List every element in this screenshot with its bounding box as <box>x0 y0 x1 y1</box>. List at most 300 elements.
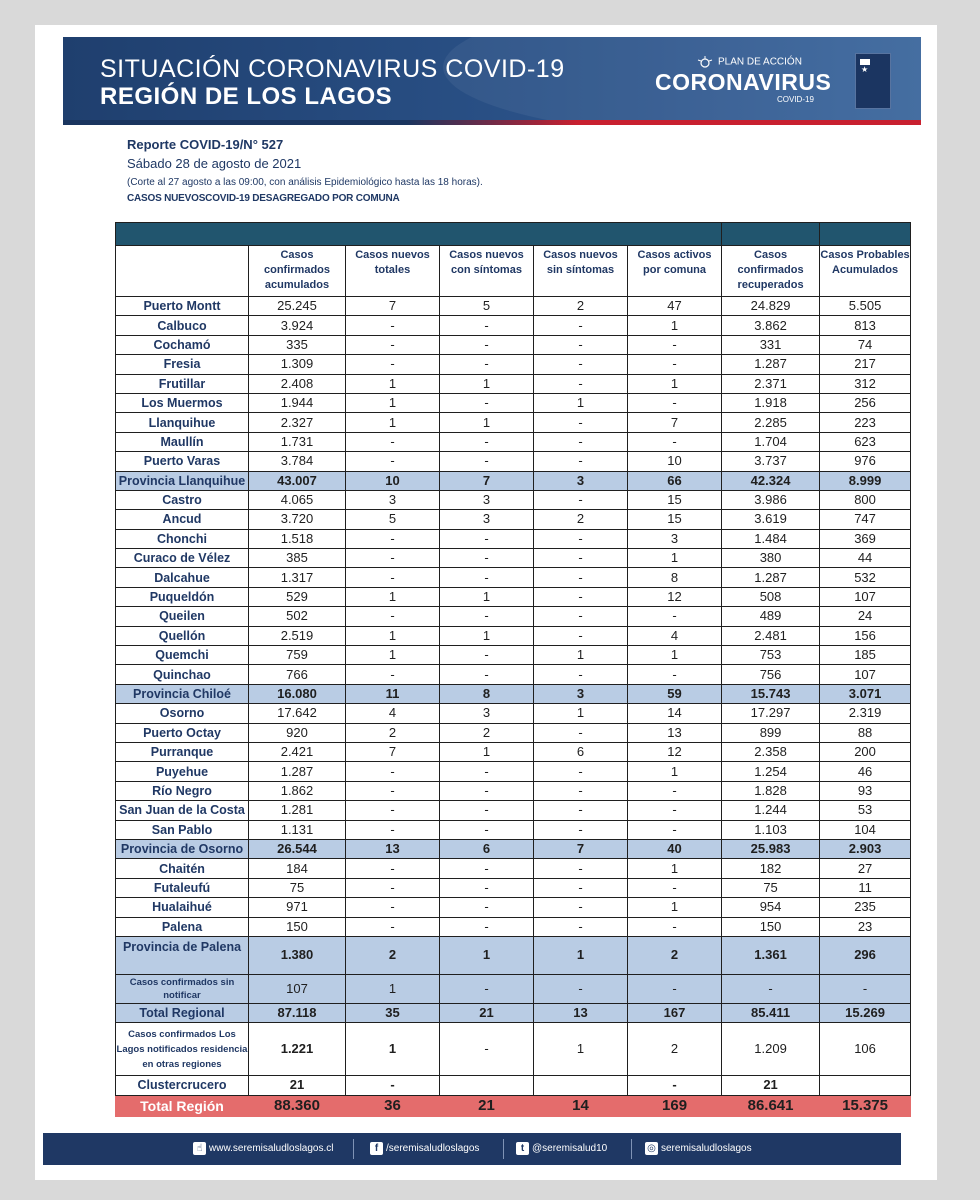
table-cell: 1 <box>346 413 440 432</box>
table-cell: - <box>534 529 628 548</box>
table-header-row <box>116 246 911 297</box>
table-cell: 1.287 <box>249 762 346 781</box>
table-cell: - <box>440 974 534 1003</box>
table-row <box>116 859 911 878</box>
table-cell: 21 <box>440 1095 534 1116</box>
table-cell: 954 <box>722 898 820 917</box>
table-row <box>116 297 911 316</box>
report-cutoff: (Corte al 27 agosto a las 09:00, con análisis Epidemiológico hasta las 18 horas). <box>127 177 483 188</box>
table-cell: - <box>346 1076 440 1095</box>
table-cell: 2.519 <box>249 626 346 645</box>
coronavirus-brand: CORONAVIRUS <box>655 69 832 95</box>
comuna-name: Clustercrucero <box>116 1076 249 1095</box>
report-subtitle: CASOS NUEVOSCOVID-19 DESAGREGADO POR COMUNA <box>127 193 400 204</box>
table-cell: 1.518 <box>249 529 346 548</box>
table-cell: - <box>534 316 628 335</box>
table-cell: 75 <box>722 878 820 897</box>
table-cell: 756 <box>722 665 820 684</box>
column-header: Casos nuevos sin síntomas <box>534 246 628 297</box>
table-cell: 5 <box>346 510 440 529</box>
table-cell: 4 <box>346 704 440 723</box>
table-cell: - <box>628 781 722 800</box>
table-cell: 1 <box>346 393 440 412</box>
table-cell: 184 <box>249 859 346 878</box>
table-cell: 1 <box>440 413 534 432</box>
comuna-name: Palena <box>116 917 249 936</box>
table-cell: - <box>534 432 628 451</box>
table-cell: 502 <box>249 607 346 626</box>
table-cell <box>820 1076 911 1095</box>
comuna-name: Hualaihué <box>116 898 249 917</box>
footer-instagram[interactable] <box>645 1142 752 1155</box>
table-cell: - <box>628 393 722 412</box>
table-row-sinnot <box>116 974 911 1003</box>
table-cell: 256 <box>820 393 911 412</box>
table-cell: 971 <box>249 898 346 917</box>
table-cell: 1 <box>346 646 440 665</box>
table-cell: - <box>346 529 440 548</box>
table-cell: - <box>534 626 628 645</box>
table-cell: 7 <box>346 742 440 761</box>
table-cell: 13 <box>534 1003 628 1022</box>
table-cell: 369 <box>820 529 911 548</box>
table-cell: 85.411 <box>722 1003 820 1022</box>
table-cell: 14 <box>534 1095 628 1116</box>
table-cell: 15 <box>628 490 722 509</box>
table-cell: - <box>628 335 722 354</box>
table-cell: 15 <box>628 510 722 529</box>
report-number: Reporte COVID-19/N° 527 <box>127 137 284 152</box>
comuna-name: Queilen <box>116 607 249 626</box>
table-cell: 11 <box>346 684 440 703</box>
table-cell: 1 <box>628 549 722 568</box>
table-cell: 1 <box>346 1023 440 1076</box>
report-date: Sábado 28 de agosto de 2021 <box>127 156 302 171</box>
table-cell: - <box>534 374 628 393</box>
table-cell: 75 <box>249 878 346 897</box>
table-cell: 4 <box>628 626 722 645</box>
table-cell: 3.924 <box>249 316 346 335</box>
comuna-name: Puyehue <box>116 762 249 781</box>
table-cell: 1 <box>346 587 440 606</box>
table-cell: - <box>346 665 440 684</box>
table-cell: 1.254 <box>722 762 820 781</box>
table-cell: 1 <box>534 393 628 412</box>
table-cell: 10 <box>628 452 722 471</box>
table-cell: 1 <box>628 898 722 917</box>
comuna-name: Provincia de Palena <box>116 936 249 974</box>
header-banner <box>63 37 921 125</box>
table-cell: 24.829 <box>722 297 820 316</box>
table-row <box>116 878 911 897</box>
table-cell: 1 <box>440 374 534 393</box>
government-logo <box>855 53 891 109</box>
comuna-name: Chonchi <box>116 529 249 548</box>
table-cell: 1 <box>628 646 722 665</box>
comuna-name: Río Negro <box>116 781 249 800</box>
table-row <box>116 801 911 820</box>
table-cell: 88.360 <box>249 1095 346 1116</box>
footer-divider <box>503 1139 504 1159</box>
table-cell: 47 <box>628 297 722 316</box>
table-row-prov <box>116 684 911 703</box>
table-cell: - <box>440 859 534 878</box>
table-cell: - <box>722 974 820 1003</box>
table-cell: 169 <box>628 1095 722 1116</box>
table-cell: - <box>346 335 440 354</box>
table-cell: 331 <box>722 335 820 354</box>
table-cell: 759 <box>249 646 346 665</box>
table-cell: 1 <box>346 374 440 393</box>
table-cell: - <box>440 393 534 412</box>
table-cell <box>440 1076 534 1095</box>
table-row <box>116 529 911 548</box>
table-cell: 1 <box>346 974 440 1003</box>
table-cell: - <box>534 568 628 587</box>
comuna-name: Total Región <box>116 1095 249 1116</box>
table-row <box>116 820 911 839</box>
column-header: Casos nuevos con síntomas <box>440 246 534 297</box>
footer-divider <box>631 1139 632 1159</box>
table-cell: 2 <box>628 936 722 974</box>
table-cell: 2 <box>440 723 534 742</box>
table-cell: 24 <box>820 607 911 626</box>
table-cell: 1.317 <box>249 568 346 587</box>
table-cell: 1.944 <box>249 393 346 412</box>
table-cell: 1.380 <box>249 936 346 974</box>
table-cell: 3.737 <box>722 452 820 471</box>
table-cell: 235 <box>820 898 911 917</box>
table-cell: - <box>440 568 534 587</box>
comuna-name: Fresia <box>116 355 249 374</box>
table-cell: - <box>440 878 534 897</box>
table-cell: 1.281 <box>249 801 346 820</box>
table-cell: - <box>534 549 628 568</box>
table-cell: - <box>440 781 534 800</box>
table-row <box>116 316 911 335</box>
table-cell: - <box>346 355 440 374</box>
web-icon: ☝ <box>193 1142 206 1155</box>
table-cell: 42.324 <box>722 471 820 490</box>
table-row <box>116 781 911 800</box>
table-cell: 35 <box>346 1003 440 1022</box>
star-icon: ★ <box>861 65 869 74</box>
table-row <box>116 762 911 781</box>
table-cell: 21 <box>249 1076 346 1095</box>
table-cell: 2.481 <box>722 626 820 645</box>
table-cell: 88 <box>820 723 911 742</box>
table-row-totalreg <box>116 1003 911 1022</box>
comuna-name: Provincia Llanquihue <box>116 471 249 490</box>
column-header: Casos confirmados recuperados <box>722 246 820 297</box>
comuna-name: Total Regional <box>116 1003 249 1022</box>
table-row <box>116 723 911 742</box>
table-cell: - <box>346 820 440 839</box>
comuna-name: Puerto Varas <box>116 452 249 471</box>
table-row-palena <box>116 936 911 974</box>
table-row <box>116 549 911 568</box>
table-cell: - <box>534 452 628 471</box>
table-cell: - <box>440 762 534 781</box>
table-cell: - <box>440 607 534 626</box>
comuna-name: Ancud <box>116 510 249 529</box>
table-cell: 2 <box>346 936 440 974</box>
table-cell: - <box>440 335 534 354</box>
table-cell: 3 <box>440 510 534 529</box>
table-cell: 766 <box>249 665 346 684</box>
table-cell: - <box>346 549 440 568</box>
table-row <box>116 432 911 451</box>
comuna-name: Calbuco <box>116 316 249 335</box>
header-title: SITUACIÓN CORONAVIRUS COVID-19 <box>100 55 565 83</box>
comuna-name: Futaleufú <box>116 878 249 897</box>
table-cell: 2.408 <box>249 374 346 393</box>
table-row <box>116 568 911 587</box>
table-cell: 2.903 <box>820 839 911 858</box>
table-cell: - <box>534 781 628 800</box>
table-cell: - <box>440 529 534 548</box>
table-cell: 3.784 <box>249 452 346 471</box>
table-cell: 15.269 <box>820 1003 911 1022</box>
table-cell: 800 <box>820 490 911 509</box>
table-cell: - <box>440 432 534 451</box>
table-row-cluster <box>116 1076 911 1095</box>
table-cell: 6 <box>440 839 534 858</box>
table-cell: 156 <box>820 626 911 645</box>
table-cell: 1 <box>628 859 722 878</box>
table-cell: 43.007 <box>249 471 346 490</box>
table-cell: - <box>534 355 628 374</box>
table-row <box>116 665 911 684</box>
table-cell: 3.071 <box>820 684 911 703</box>
table-cell: - <box>534 898 628 917</box>
comuna-name: Osorno <box>116 704 249 723</box>
table-cell: 13 <box>628 723 722 742</box>
table-cell: - <box>440 665 534 684</box>
table-cell: - <box>440 452 534 471</box>
table-cell: - <box>346 762 440 781</box>
table-cell: 1.862 <box>249 781 346 800</box>
table-cell: 150 <box>722 917 820 936</box>
table-cell: 753 <box>722 646 820 665</box>
table-cell: 3 <box>346 490 440 509</box>
table-cell: 1.209 <box>722 1023 820 1076</box>
table-cell: 508 <box>722 587 820 606</box>
comuna-name: Purranque <box>116 742 249 761</box>
comuna-name: Quellón <box>116 626 249 645</box>
table-cell: 217 <box>820 355 911 374</box>
table-cell: - <box>534 587 628 606</box>
table-cell: 86.641 <box>722 1095 820 1116</box>
table-cell: 40 <box>628 839 722 858</box>
table-cell: 2.358 <box>722 742 820 761</box>
table-row <box>116 452 911 471</box>
table-cell: 107 <box>249 974 346 1003</box>
table-cell: 1 <box>534 1023 628 1076</box>
comuna-name: Quinchao <box>116 665 249 684</box>
table-row <box>116 898 911 917</box>
table-cell: 16.080 <box>249 684 346 703</box>
table-cell: 2 <box>534 510 628 529</box>
table-cell: 1 <box>534 646 628 665</box>
table-cell: 813 <box>820 316 911 335</box>
table-cell: 12 <box>628 587 722 606</box>
plan-text: PLAN DE ACCIÓN <box>718 56 802 68</box>
table-cell: 8 <box>440 684 534 703</box>
table-cell: 74 <box>820 335 911 354</box>
table-cell: 2.285 <box>722 413 820 432</box>
table-cell: 312 <box>820 374 911 393</box>
footer-web[interactable] <box>193 1142 334 1155</box>
table-cell: 2 <box>628 1023 722 1076</box>
table-row-prov <box>116 839 911 858</box>
table-cell: - <box>346 316 440 335</box>
table-cell: 14 <box>628 704 722 723</box>
table-cell: - <box>346 917 440 936</box>
table-cell: - <box>628 355 722 374</box>
table-cell: - <box>346 859 440 878</box>
plan-label <box>696 56 802 68</box>
table-row <box>116 510 911 529</box>
table-row <box>116 607 911 626</box>
table-row-otras <box>116 1023 911 1076</box>
table-cell: - <box>346 781 440 800</box>
table-cell: - <box>440 917 534 936</box>
table-cell: 59 <box>628 684 722 703</box>
comuna-name: Casos confirmados Los Lagos notificados residencia en otras regiones <box>116 1023 249 1076</box>
table-cell: - <box>440 355 534 374</box>
table-cell: - <box>534 974 628 1003</box>
comuna-name: Castro <box>116 490 249 509</box>
table-cell: - <box>440 549 534 568</box>
table-cell: 23 <box>820 917 911 936</box>
comuna-name: Puerto Montt <box>116 297 249 316</box>
table-cell: 4.065 <box>249 490 346 509</box>
header-cell-empty <box>116 246 249 297</box>
footer-facebook[interactable] <box>370 1142 479 1155</box>
table-cell: - <box>534 723 628 742</box>
table-cell: 1 <box>628 762 722 781</box>
table-cell: - <box>820 974 911 1003</box>
table-cell: 44 <box>820 549 911 568</box>
table-cell: - <box>628 801 722 820</box>
table-cell: 150 <box>249 917 346 936</box>
table-cell: 66 <box>628 471 722 490</box>
comuna-name: Cochamó <box>116 335 249 354</box>
table-cell: - <box>440 898 534 917</box>
table-cell: 5.505 <box>820 297 911 316</box>
table-cell: - <box>534 607 628 626</box>
table-cell: - <box>628 820 722 839</box>
footer-web-text: www.seremisaludloslagos.cl <box>209 1143 334 1154</box>
header-region: REGIÓN DE LOS LAGOS <box>100 83 393 110</box>
table-row <box>116 626 911 645</box>
table-cell: - <box>534 801 628 820</box>
table-cell: - <box>346 878 440 897</box>
table-cell: 1 <box>346 626 440 645</box>
table-cell: 3.986 <box>722 490 820 509</box>
table-cell: 185 <box>820 646 911 665</box>
table-cell: 93 <box>820 781 911 800</box>
table-row <box>116 335 911 354</box>
table-cell: - <box>534 413 628 432</box>
table-cell: 8.999 <box>820 471 911 490</box>
table-cell: 182 <box>722 859 820 878</box>
table-cell: - <box>440 646 534 665</box>
table-cell: 25.245 <box>249 297 346 316</box>
column-header: Casos confirmados acumulados <box>249 246 346 297</box>
table-row <box>116 355 911 374</box>
table-cell: - <box>534 335 628 354</box>
table-cell: 107 <box>820 587 911 606</box>
table-cell: 1.484 <box>722 529 820 548</box>
table-row-final <box>116 1095 911 1116</box>
footer-divider <box>353 1139 354 1159</box>
table-cell: 3 <box>440 704 534 723</box>
table-cell: - <box>346 607 440 626</box>
table-cell: 1.918 <box>722 393 820 412</box>
table-row <box>116 646 911 665</box>
table-cell: 10 <box>346 471 440 490</box>
footer-facebook-text: /seremisaludloslagos <box>386 1143 480 1154</box>
table-cell: 1 <box>534 704 628 723</box>
table-cell: 1 <box>440 742 534 761</box>
table-cell: 167 <box>628 1003 722 1022</box>
comuna-name: Provincia de Osorno <box>116 839 249 858</box>
table-cell: 17.642 <box>249 704 346 723</box>
table-top-bar <box>116 223 911 246</box>
table-cell: 3.862 <box>722 316 820 335</box>
table-cell: 385 <box>249 549 346 568</box>
table-cell <box>534 1076 628 1095</box>
table-cell: - <box>534 762 628 781</box>
table-cell: 53 <box>820 801 911 820</box>
table-cell: 7 <box>628 413 722 432</box>
table-cell: - <box>440 801 534 820</box>
table-cell: 2 <box>534 297 628 316</box>
table-cell: 1.309 <box>249 355 346 374</box>
table-cell: 11 <box>820 878 911 897</box>
table-cell: 1.828 <box>722 781 820 800</box>
table-row <box>116 413 911 432</box>
table-cell: 747 <box>820 510 911 529</box>
table-cell: 1.731 <box>249 432 346 451</box>
table-cell: 3.720 <box>249 510 346 529</box>
footer-twitter[interactable] <box>516 1142 607 1155</box>
table-cell: 1 <box>534 936 628 974</box>
table-cell: 7 <box>346 297 440 316</box>
table-row <box>116 490 911 509</box>
table-cell: 899 <box>722 723 820 742</box>
comuna-name: Puerto Octay <box>116 723 249 742</box>
comuna-name: Provincia Chiloé <box>116 684 249 703</box>
table-cell: 6 <box>534 742 628 761</box>
table-cell: - <box>534 490 628 509</box>
comuna-name: Los Muermos <box>116 393 249 412</box>
table-cell: 532 <box>820 568 911 587</box>
table-cell: 3 <box>440 490 534 509</box>
table-cell: - <box>628 432 722 451</box>
covid19-label: COVID-19 <box>777 95 814 104</box>
table-cell: - <box>346 801 440 820</box>
table-cell: 1.361 <box>722 936 820 974</box>
table-cell: 15.743 <box>722 684 820 703</box>
table-cell: 1 <box>628 374 722 393</box>
table-cell: 1.287 <box>722 355 820 374</box>
table-row-prov <box>116 471 911 490</box>
table-cell: 1 <box>440 936 534 974</box>
table-cell: 104 <box>820 820 911 839</box>
